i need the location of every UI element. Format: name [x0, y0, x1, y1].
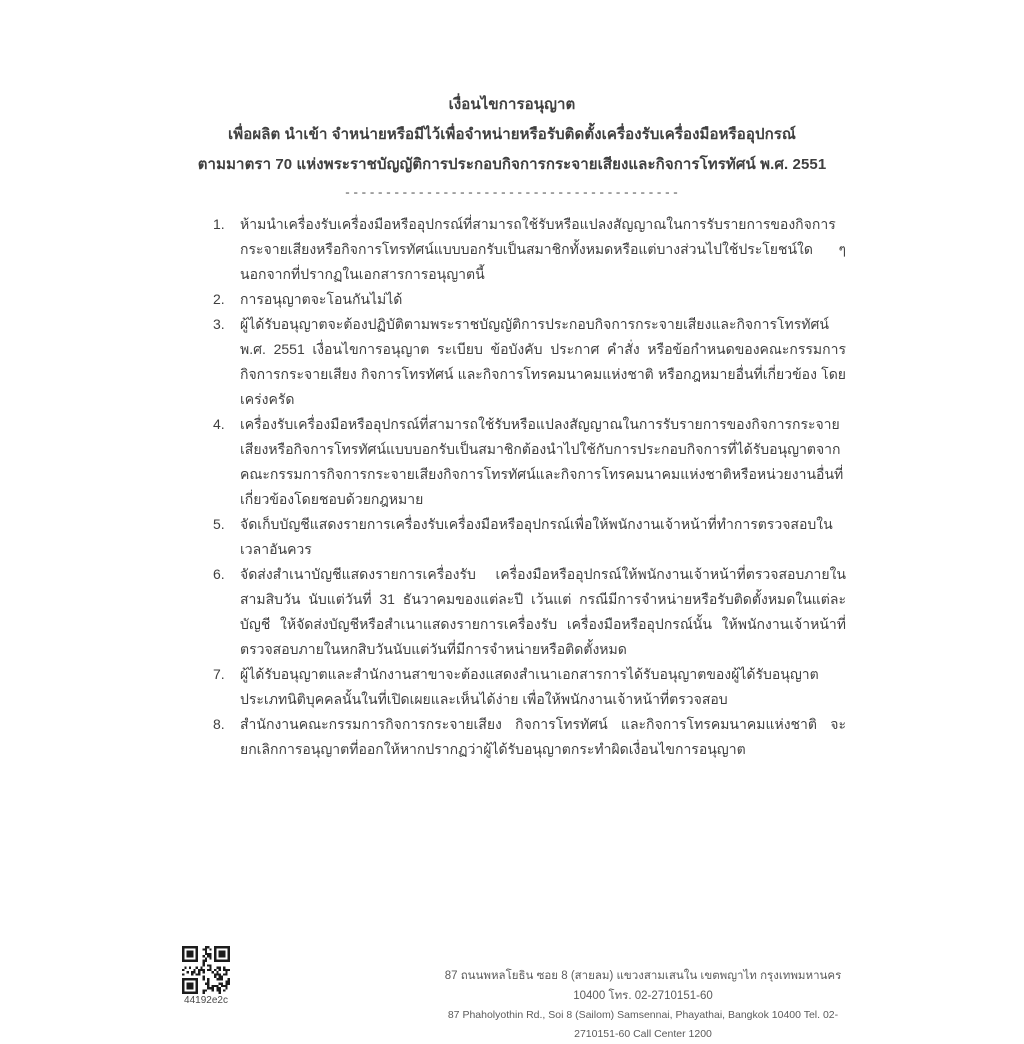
- condition-text: เครื่องรับเครื่องมือหรืออุปกรณ์ที่สามารถใช้รับหรือแปลงสัญญาณในการรับรายการของกิจการกระจายเสียงหรือกิจการโทรทัศน์แบบบอกรับเป็นสมาชิกต้องนำไปใช้กับการประกอบกิจการที่ได้รับอนุญาตจากคณะกรรมการกิจการกระจายเสียงกิจการโทรทัศน์และกิจการโทรคมนาคมแห่งชาติหรือหน่วยงานอื่นที่เกี่ยวข้องโดยชอบด้วยกฎหมาย: [240, 416, 844, 507]
- condition-text: จัดเก็บบัญชีแสดงรายการเครื่องรับเครื่องมือหรืออุปกรณ์เพื่อให้พนักงานเจ้าหน้าที่ทำการตรวจสอบในเวลาอันควร: [240, 516, 833, 557]
- condition-text: จัดส่งสำเนาบัญชีแสดงรายการเครื่องรับ เครื่องมือหรืออุปกรณ์ให้พนักงานเจ้าหน้าที่ตรวจสอบภายในสามสิบวัน นับแต่วันที่ 31 ธันวาคมของแต่ละปี เว้นแต่ กรณีมีการจำหน่ายหรือรับติดตั้งหมดในแต่ละบัญชี ให้จัดส่งบัญชีหรือสำเนาแสดงรายการเครื่องรับ เครื่องมือหรืออุปกรณ์นั้น ให้พนักงานเจ้าหน้าที่ตรวจสอบภายในหกสิบวันนับแต่วันที่มีการจำหน่ายหรือติดตั้งหมด: [240, 566, 846, 657]
- condition-number: 7.: [213, 666, 225, 682]
- qr-block: [174, 946, 238, 1007]
- qr-code-icon: [182, 946, 230, 994]
- document-header: [0, 90, 1024, 200]
- document-subtitle-1: เพื่อผลิต นำเข้า จำหน่ายหรือมีไว้เพื่อจำหน่ายหรือรับติดตั้งเครื่องรับเครื่องมือหรืออุปกรณ์: [228, 126, 796, 143]
- condition-item-5: [180, 512, 846, 562]
- condition-text: ห้ามนำเครื่องรับเครื่องมือหรืออุปกรณ์ที่สามารถใช้รับหรือแปลงสัญญาณในการรับรายการของกิจการกระจายเสียงหรือกิจการโทรทัศน์แบบบอกรับเป็นสมาชิกทั้งหมดหรือแต่บางส่วนไปใช้ประโยชน์ใด ๆ นอกจากที่ปรากฏในเอกสารการอนุญาตนี้: [240, 216, 846, 282]
- condition-number: 2.: [213, 291, 225, 307]
- address-block: [430, 966, 856, 1044]
- condition-text: ผู้ได้รับอนุญาตจะต้องปฏิบัติตามพระราชบัญญัติการประกอบกิจการกระจายเสียงและกิจการโทรทัศน์ พ.ศ. 2551 เงื่อนไขการอนุญาต ระเบียบ ข้อบังคับ ประกาศ คำสั่ง หรือข้อกำหนดของคณะกรรมการกิจการกระจายเสียง กิจการโทรทัศน์ และกิจการโทรคมนาคมแห่งชาติ หรือกฎหมายอื่นที่เกี่ยวข้อง โดยเคร่งครัด: [240, 316, 846, 407]
- condition-number: 8.: [213, 716, 225, 732]
- condition-item-4: [180, 412, 846, 512]
- qr-caption: 44192e2c: [184, 995, 228, 1006]
- address-english: 87 Phaholyothin Rd., Soi 8 (Sailom) Samsennai, Phayathai, Bangkok 10400 Tel. 02-2710151-60 Call Center 1200: [447, 1009, 839, 1040]
- condition-text: การอนุญาตจะโอนกันไม่ได้: [240, 291, 403, 307]
- condition-number: 1.: [213, 216, 225, 232]
- condition-text: ผู้ได้รับอนุญาตและสำนักงานสาขาจะต้องแสดงสำเนาเอกสารการได้รับอนุญาตของผู้ได้รับอนุญาตประเภทนิติบุคคลนั้นในที่เปิดเผยและเห็นได้ง่าย เพื่อให้พนักงานเจ้าหน้าที่ตรวจสอบ: [240, 666, 819, 707]
- condition-text: สำนักงานคณะกรรมการกิจการกระจายเสียง กิจการโทรทัศน์ และกิจการโทรคมนาคมแห่งชาติ จะยกเลิกการอนุญาตที่ออกให้หากปรากฏว่าผู้ได้รับอนุญาตกระทำผิดเงื่อนไขการอนุญาต: [240, 716, 846, 757]
- condition-number: 6.: [213, 566, 225, 582]
- condition-number: 3.: [213, 316, 225, 332]
- divider-dashes: -----------------------------------------: [343, 186, 681, 200]
- document-subtitle-2: ตามมาตรา 70 แห่งพระราชบัญญัติการประกอบกิจการกระจายเสียงและกิจการโทรทัศน์ พ.ศ. 2551: [197, 156, 827, 173]
- condition-item-6: [180, 562, 846, 662]
- condition-item-2: [180, 287, 846, 312]
- condition-item-3: [180, 312, 846, 412]
- condition-number: 5.: [213, 516, 225, 532]
- condition-item-7: [180, 662, 846, 712]
- condition-number: 4.: [213, 416, 225, 432]
- address-thai: 87 ถนนพหลโยธิน ซอย 8 (สายลม) แขวงสามเสนใน เขตพญาไท กรุงเทพมหานคร 10400 โทร. 02-2710151-60: [444, 970, 842, 1002]
- condition-item-1: [180, 212, 846, 287]
- condition-item-8: [180, 712, 846, 762]
- conditions-list: [180, 212, 846, 762]
- document-title: เงื่อนไขการอนุญาต: [448, 96, 576, 113]
